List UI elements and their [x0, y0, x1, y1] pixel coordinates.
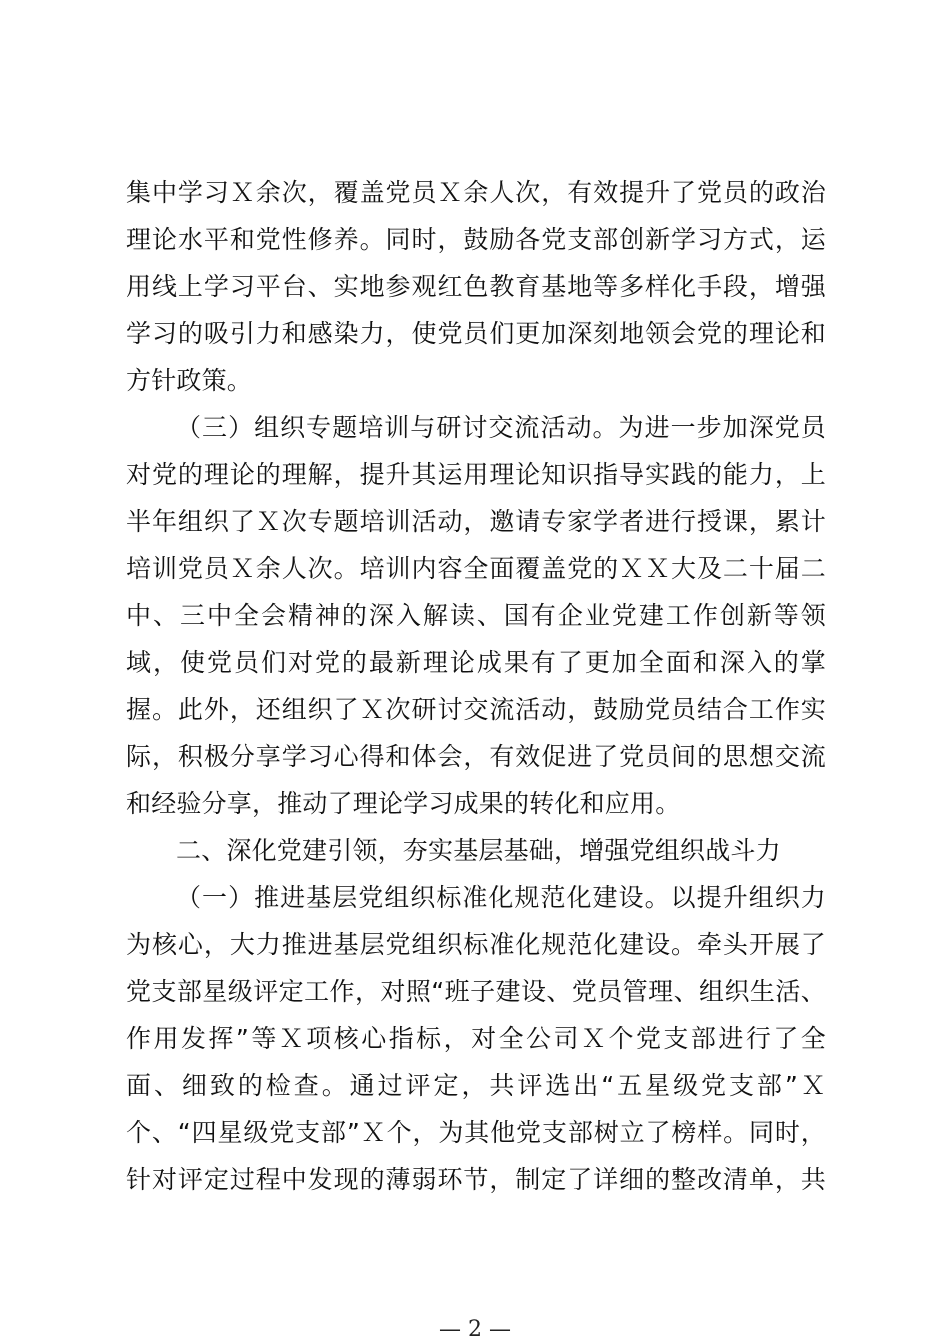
section-heading-3: （三）组织专题培训与研讨交流活动。为进一步加深党员 [176, 413, 826, 442]
text-line: 和经验分享，推动了理论学习成果的转化和应用。 [126, 789, 681, 818]
text-line: 学习的吸引力和感染力，使党员们更加深刻地领会党的理论和 [126, 319, 826, 348]
text-line: 握。此外，还组织了Ｘ次研讨交流活动，鼓励党员结合工作实 [126, 695, 826, 724]
text-line: 中、三中全会精神的深入解读、国有企业党建工作创新等领 [126, 601, 826, 630]
text-line: 用线上学习平台、实地参观红色教育基地等多样化手段，增强 [126, 272, 826, 301]
section-heading-1: （一）推进基层党组织标准化规范化建设。以提升组织力 [176, 883, 826, 912]
section-heading-2: 二、深化党建引领，夯实基层基础，增强党组织战斗力 [176, 836, 781, 865]
text-line: 作用发挥”等Ｘ项核心指标，对全公司Ｘ个党支部进行了全 [126, 1024, 826, 1053]
text-line: 集中学习Ｘ余次，覆盖党员Ｘ余人次，有效提升了党员的政治 [126, 178, 826, 207]
text-line: 个、“四星级党支部”Ｘ个，为其他党支部树立了榜样。同时， [126, 1118, 826, 1147]
text-line: 为核心，大力推进基层党组织标准化规范化建设。牵头开展了 [126, 930, 826, 959]
text-line: 培训党员Ｘ余人次。培训内容全面覆盖党的ＸＸ大及二十届二 [126, 554, 826, 583]
text-line: 对党的理论的理解，提升其运用理论知识指导实践的能力，上 [126, 460, 826, 489]
text-line: 理论水平和党性修养。同时，鼓励各党支部创新学习方式，运 [126, 225, 826, 254]
text-line: 针对评定过程中发现的薄弱环节，制定了详细的整改清单，共 [126, 1165, 826, 1194]
text-line: 党支部星级评定工作，对照“班子建设、党员管理、组织生活、 [126, 977, 826, 1006]
text-line: 面、细致的检查。通过评定，共评选出“五星级党支部”Ｘ [126, 1071, 826, 1100]
text-line: 半年组织了Ｘ次专题培训活动，邀请专家学者进行授课，累计 [126, 507, 826, 536]
text-line: 域，使党员们对党的最新理论成果有了更加全面和深入的掌 [126, 648, 826, 677]
text-line: 方针政策。 [126, 366, 253, 395]
page-number: — 2 — [439, 1317, 511, 1342]
text-line: 际，积极分享学习心得和体会，有效促进了党员间的思想交流 [126, 742, 826, 771]
